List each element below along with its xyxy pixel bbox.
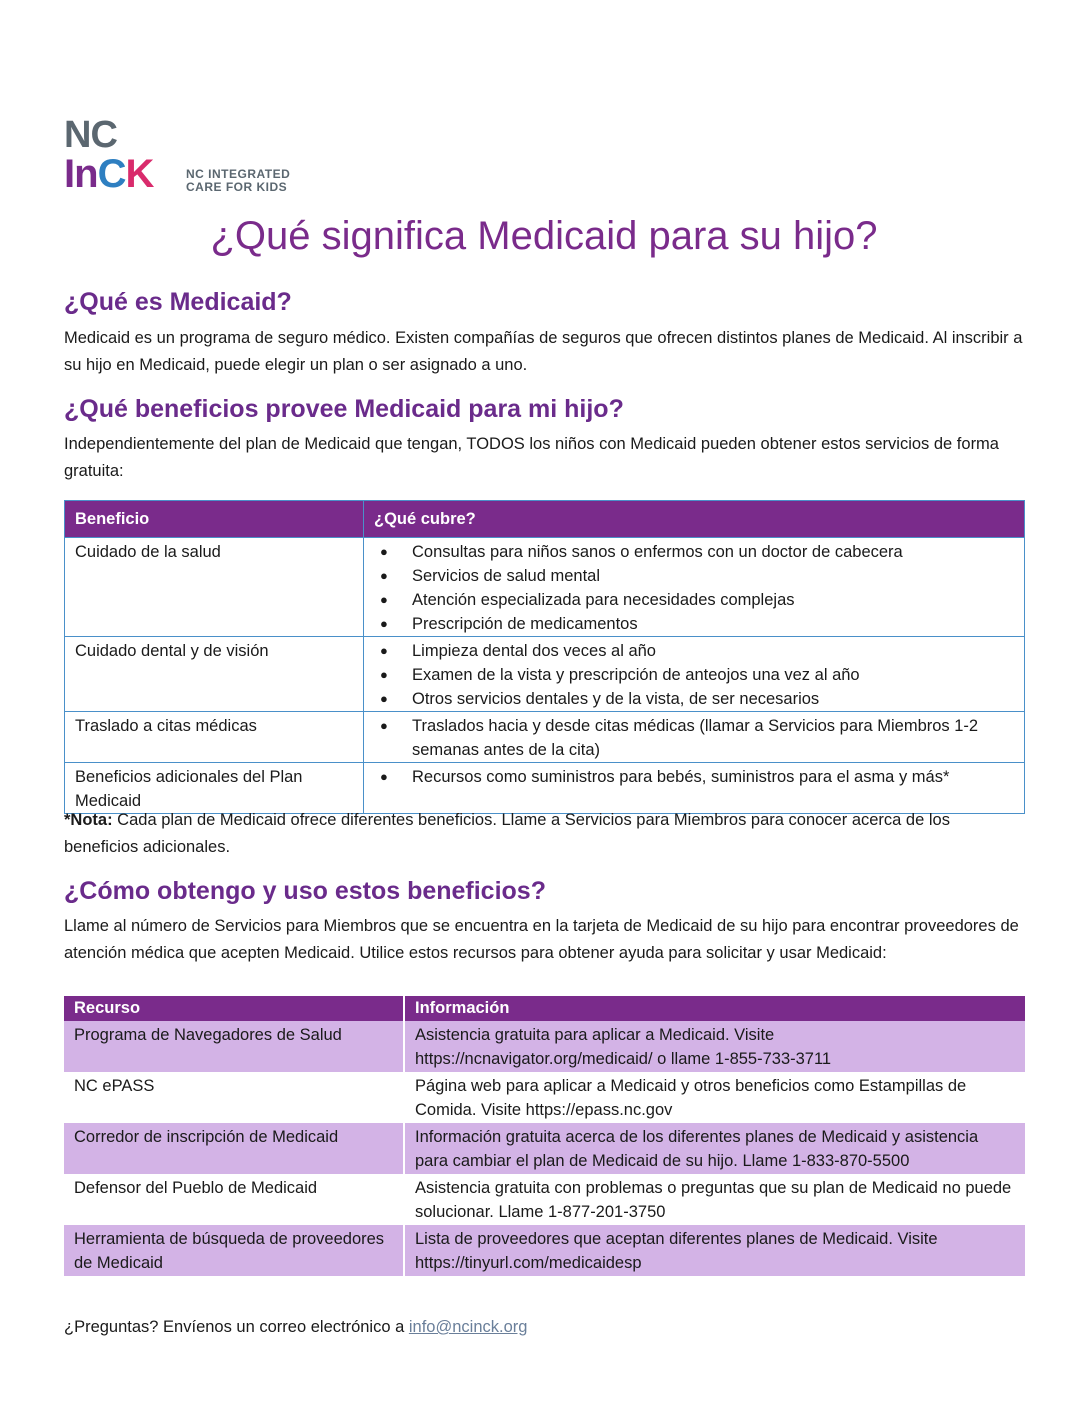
table-row [65,637,1025,712]
section-body-how-to: Llame al número de Servicios para Miembros que se encuentra en la tarjeta de Medicaid de su hijo para encontrar proveedores de atención médica que acepten Medicaid. Utilice estos recursos para obtener ayuda para solicitar y usar Medicaid: [64,917,1019,962]
resource-name: NC ePASS [64,1072,404,1123]
list-item: ● Limpieza dental dos veces al año [374,639,1014,663]
table-row [65,538,1025,637]
benefit-coverage [364,637,1025,712]
section-heading-how-to: ¿Cómo obtengo y uso estos beneficios? [64,877,546,905]
list-item: ● Examen de la vista y prescripción de anteojos una vez al año [374,663,1014,687]
logo-inck-text: InCK [64,152,154,196]
table-row [64,1225,1025,1276]
table-header: ¿Qué cubre? [364,501,1025,538]
footer-contact [64,1318,527,1337]
logo-tagline: NC INTEGRATED CARE FOR KIDS [186,167,291,194]
list-item: ● Otros servicios dentales y de la vista, de ser necesarios [374,687,1014,711]
table-row [65,763,1025,814]
benefit-name: Beneficios adicionales del Plan Medicaid [65,763,364,814]
section-heading-benefits: ¿Qué beneficios provee Medicaid para mi hijo? [64,395,624,423]
benefit-name: Cuidado de la salud [65,538,364,637]
coverage-list [374,639,1014,711]
resources-table [64,996,1025,1276]
logo-nc-text: NC [64,114,117,156]
benefit-name: Traslado a citas médicas [65,712,364,763]
resource-name: Programa de Navegadores de Salud [64,1021,404,1072]
section-body-benefits: Independientemente del plan de Medicaid que tengan, TODOS los niños con Medicaid pueden obtener estos servicios de forma gratuita: [64,435,999,480]
section-body-what-is: Medicaid es un programa de seguro médico. Existen compañías de seguros que ofrecen distintos planes de Medicaid. Al inscribir a su hijo en Medicaid, puede elegir un plan o ser asignado a uno. [64,329,1023,374]
resource-info: Asistencia gratuita para aplicar a Medicaid. Visite https://ncnavigator.org/medicaid/ o llame 1-855-733-3711 [404,1021,1025,1072]
table-header: Recurso [64,996,404,1021]
email-link[interactable]: info@ncinck.org [408,1318,528,1336]
coverage-list [374,765,1014,789]
benefit-name: Cuidado dental y de visión [65,637,364,712]
resource-info: Información gratuita acerca de los diferentes planes de Medicaid y asistencia para cambiar el plan de Medicaid de su hijo. Llame 1-833-870-5500 [404,1123,1025,1174]
benefits-table [64,500,1025,814]
list-item: ● Prescripción de medicamentos [374,612,1014,636]
resource-name: Corredor de inscripción de Medicaid [64,1123,404,1174]
footer-text: ¿Preguntas? Envíenos un correo electrónico a [64,1318,409,1336]
table-row [64,1072,1025,1123]
coverage-list [374,714,1014,762]
page-title: ¿Qué significa Medicaid para su hijo? [210,214,878,258]
table-row [64,1174,1025,1225]
benefit-coverage [364,763,1025,814]
table-row [64,1021,1025,1072]
table-header: Beneficio [65,501,364,538]
coverage-list [374,540,1014,636]
benefit-coverage [364,538,1025,637]
benefits-note: *Nota: Cada plan de Medicaid ofrece diferentes beneficios. Llame a Servicios para Miembros para conocer acerca de los beneficios adicionales. [64,811,950,856]
list-item: ● Traslados hacia y desde citas médicas (llamar a Servicios para Miembros 1-2 semanas antes de la cita) [374,714,1014,762]
resource-info: Lista de proveedores que aceptan diferentes planes de Medicaid. Visite https://tinyurl.com/medicaidesp [404,1225,1025,1276]
list-item: ● Servicios de salud mental [374,564,1014,588]
resource-name: Herramienta de búsqueda de proveedores de Medicaid [64,1225,404,1276]
table-row [65,712,1025,763]
list-item: ● Consultas para niños sanos o enfermos con un doctor de cabecera [374,540,1014,564]
list-item: ● Recursos como suministros para bebés, suministros para el asma y más* [374,765,1014,789]
resource-info: Asistencia gratuita con problemas o preguntas que su plan de Medicaid no puede solucionar. Llame 1-877-201-3750 [415,1179,1012,1221]
benefit-coverage [364,712,1025,763]
table-header: Información [404,996,1025,1021]
resource-info: Página web para aplicar a Medicaid y otros beneficios como Estampillas de Comida. Visite https://epass.nc.gov [415,1077,967,1119]
list-item: ● Atención especializada para necesidades complejas [374,588,1014,612]
nc-inck-logo [64,116,304,196]
section-heading-what-is: ¿Qué es Medicaid? [64,288,292,316]
resource-name: Defensor del Pueblo de Medicaid [64,1174,404,1225]
table-row [64,1123,1025,1174]
